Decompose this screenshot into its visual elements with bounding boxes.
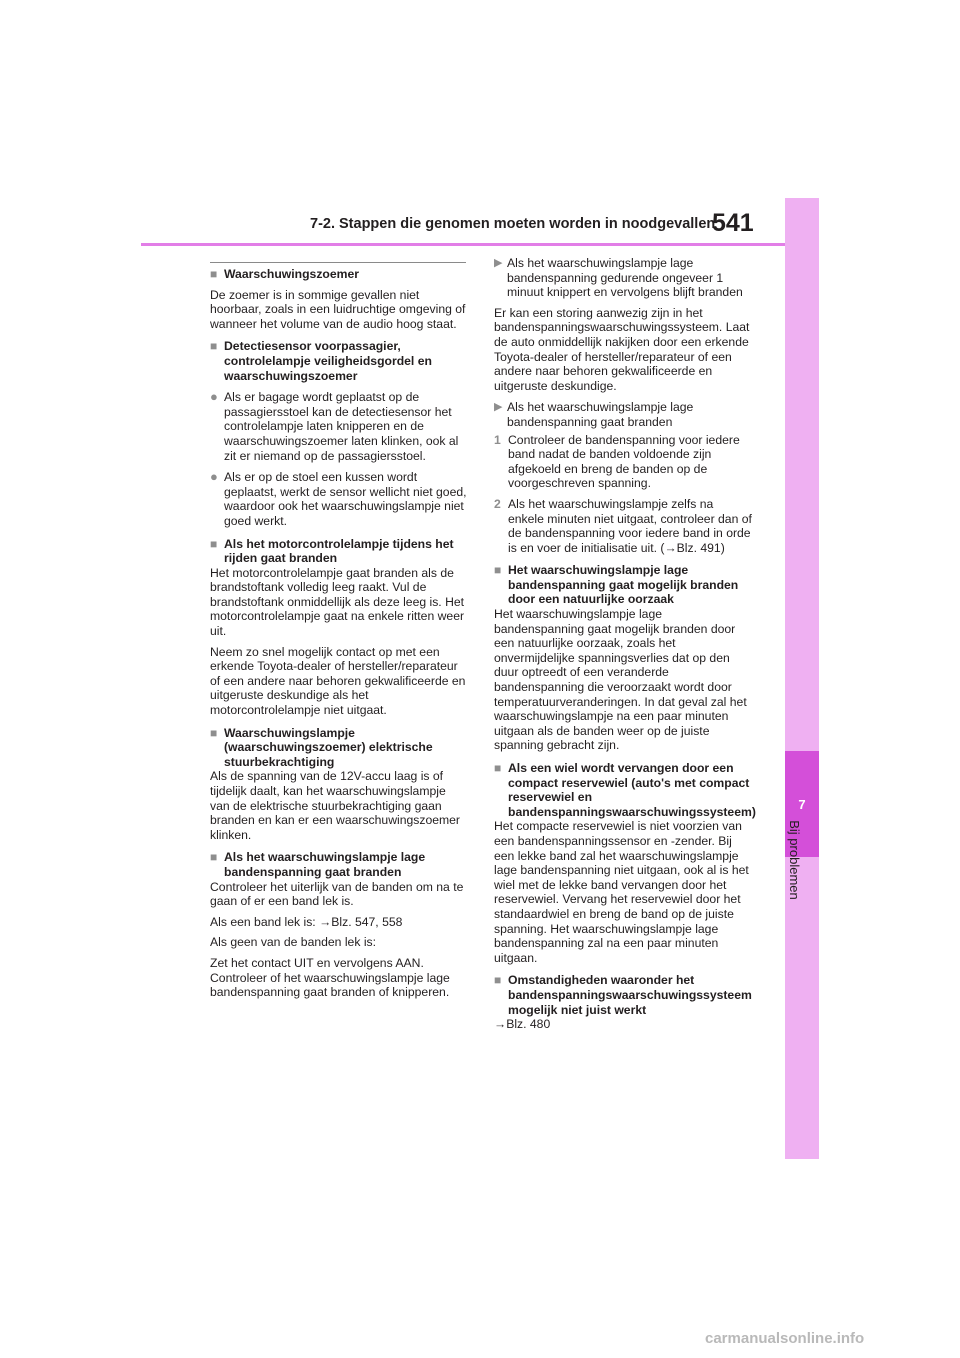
section-heading [494, 563, 752, 607]
bullet-text: Als er bagage wordt geplaatst op de passagiersstoel kan de detectiesensor het controlelampje laten knipperen en de waarschuwingszoemer laten klinken, ook al zit er niemand op de passagiersstoel. [224, 390, 459, 463]
heading-text: Als het motorcontrolelampje tijdens het rijden gaat branden [224, 536, 454, 566]
section-heading [494, 973, 752, 1017]
step-number: 2 [494, 496, 501, 511]
square-bullet-icon: ■ [210, 536, 218, 551]
step-item [494, 433, 752, 491]
paragraph: Neem zo snel mogelijk contact op met een erkende Toyota-dealer of hersteller/reparateur of een andere naar behoren gekwalificeerde en uitgeruste deskundige als het motorcontrolelampje niet uitgaat. [210, 644, 466, 718]
page-number: 541 [712, 209, 754, 237]
section-heading [494, 761, 756, 819]
section-heading [210, 850, 468, 879]
square-bullet-icon: ■ [210, 267, 218, 281]
heading-text: Het waarschuwingslampje lage bandenspanning gaat mogelijk branden door een natuurlijke oorzaak [508, 563, 739, 607]
bullet-item [210, 390, 468, 463]
paragraph: Het motorcontrolelampje gaat branden als de brandstoftank volledig leeg raakt. Vul de brandstoftank onmiddellijk als deze leeg is. Het motorcontrolelampje gaat na enkele ritten weer uit. [210, 565, 465, 639]
square-bullet-icon: ■ [210, 850, 218, 865]
section-heading [210, 267, 468, 282]
paragraph: Als geen van de banden lek is: [210, 935, 377, 950]
chapter-number: 7 [798, 796, 806, 812]
paragraph: Controleer het uiterlijk van de banden om na te gaan of er een band lek is. [210, 879, 464, 909]
bullet-item [210, 470, 468, 528]
column-top-rule [210, 262, 466, 263]
header-divider [141, 243, 785, 246]
paragraph: Het waarschuwingslampje lage bandenspanning gaat mogelijk branden door een natuurlijke oorzaak, zoals het onvermijdelijke spanningsverlies dat op den duur optreedt of een veranderde bandenspanning die veroorzaakt wordt door temperatuurveranderingen. In dat geval zal het waarschuwingslampje na een paar minuten uitgaan als de banden weer op de juiste spanning gebracht zijn. [494, 607, 747, 753]
paragraph: Het compacte reservewiel is niet voorzien van een bandenspanningssensor en -zender. Bij een lekke band zal het waarschuwingslampje lage bandenspanning niet uitgaan, ook al is het wiel met de lekke band vervangen door het reservewiel. Vervang het reservewiel door het standaardwiel en breng de band op de juiste spanning. Het waarschuwingslampje lage bandenspanning zal na een paar minuten uitgaan. [494, 819, 749, 965]
left-column [210, 265, 468, 1000]
circle-bullet-icon: ● [210, 389, 218, 405]
condition-item [494, 256, 752, 300]
triangle-bullet-icon: ▶ [494, 257, 503, 269]
page-reference[interactable]: Als een band lek is: →Blz. 547, 558 [210, 914, 403, 929]
square-bullet-icon: ■ [210, 339, 218, 354]
triangle-bullet-icon: ▶ [494, 401, 503, 414]
page-reference[interactable]: →Blz. 480 [494, 1017, 551, 1032]
step-number: 1 [494, 432, 501, 447]
right-column [494, 256, 756, 1032]
step-text: Controleer de bandenspanning voor iedere band nadat de banden voldoende zijn afgekoeld en breng de banden op de voorgeschreven spanning. [508, 432, 740, 491]
square-bullet-icon: ■ [494, 973, 502, 988]
condition-text: Als het waarschuwingslampje lage bandenspanning gedurende ongeveer 1 minuut knippert en vervolgens blijft branden [507, 256, 743, 300]
condition-item [494, 400, 752, 429]
chapter-label: Bij problemen [787, 820, 802, 900]
heading-text: Waarschuwingszoemer [224, 267, 360, 281]
paragraph: De zoemer is in sommige gevallen niet hoorbaar, zoals in een luidruchtige omgeving of wanneer het volume van de audio hoog staat. [210, 287, 466, 331]
heading-text: Als een wiel wordt vervangen door een compact reservewiel (auto's met compact reservewiel en bandenspanningswaarschuwingssysteem) [508, 761, 756, 819]
square-bullet-icon: ■ [494, 563, 502, 578]
paragraph: Er kan een storing aanwezig zijn in het bandenspanningswaarschuwingssysteem. Laat de auto onmiddellijk nakijken door een erkende Toyota-dealer of hersteller/reparateur of een andere naar behoren gekwalificeerde en uitgeruste deskundige. [494, 305, 750, 393]
section-heading [210, 537, 468, 566]
heading-text: Omstandigheden waaronder het bandenspanningswaarschuwingssysteem mogelijk niet juist werkt [508, 973, 752, 1017]
section-heading [210, 339, 468, 383]
step-item [494, 497, 752, 555]
square-bullet-icon: ■ [210, 725, 218, 740]
section-heading [210, 726, 468, 770]
chapter-side-tab [785, 198, 819, 1159]
paragraph: Als de spanning van de 12V-accu laag is of tijdelijk daalt, kan het waarschuwingslampje van de elektrische stuurbekrachtiging gaan branden en kan er een waarschuwingszoemer klinken. [210, 769, 460, 842]
heading-text: Als het waarschuwingslampje lage bandenspanning gaat branden [224, 850, 426, 879]
chapter-section-title: 7-2. Stappen die genomen moeten worden in noodgevallen [310, 216, 716, 232]
heading-text: Waarschuwingslampje (waarschuwingszoemer) elektrische stuurbekrachtiging [224, 725, 433, 769]
heading-text: Detectiesensor voorpassagier, controlelampje veiligheidsgordel en waarschuwingszoemer [224, 339, 432, 383]
condition-text: Als het waarschuwingslampje lage bandenspanning gaat branden [507, 400, 694, 429]
square-bullet-icon: ■ [494, 761, 502, 775]
site-watermark-logo: carmanualsonline.info [705, 1330, 865, 1347]
step-text: Als het waarschuwingslampje zelfs na enkele minuten niet uitgaat, controleer dan of de bandenspanning voor iedere band in orde is en voer de initialisatie uit. (→Blz. 491) [508, 496, 752, 555]
bullet-text: Als er op de stoel een kussen wordt geplaatst, werkt de sensor wellicht niet goed, waardoor ook het waarschuwingslampje niet goed werkt. [224, 470, 467, 528]
circle-bullet-icon: ● [210, 469, 218, 485]
paragraph: Zet het contact UIT en vervolgens AAN. Controleer of het waarschuwingslampje lage bandenspanning gaat branden of knipperen. [210, 955, 450, 1000]
